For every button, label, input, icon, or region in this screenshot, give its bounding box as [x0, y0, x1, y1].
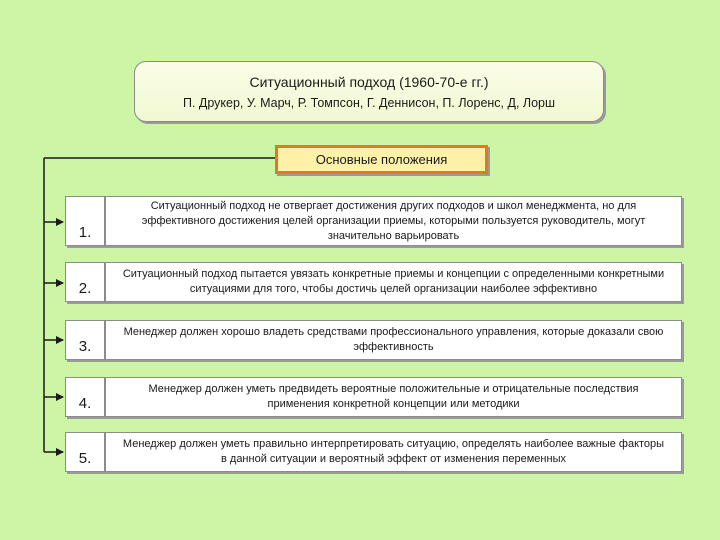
item-number-4: 4.	[65, 377, 105, 417]
item-text-3: Менеджер должен хорошо владеть средствами профессионального управления, которые доказали свою эффективность	[105, 320, 682, 360]
item-text-2: Ситуационный подход пытается увязать конкретные приемы и концепции с определенными конкретными ситуациями для того, чтобы достичь целей организации наиболее эффективно	[105, 262, 682, 302]
item-text-5: Менеджер должен уметь правильно интерпретировать ситуацию, определять наиболее важные факторы в данной ситуации и вероятный эффект от изменения переменных	[105, 432, 682, 472]
item-number-3: 3.	[65, 320, 105, 360]
approach-authors: П. Друкер, У. Марч, Р. Томпсон, Г. Деннисон, П. Лоренс, Д, Лорш	[182, 96, 556, 110]
item-text-1: Ситуационный подход не отвергает достижения других подходов и школ менеджмента, но для эффективного достижения целей организации приемы, которыми пользуется руководитель, могут значительно варьировать	[105, 196, 682, 246]
item-text-4: Менеджер должен уметь предвидеть вероятные положительные и отрицательные последствия применения конкретной концепции или методики	[105, 377, 682, 417]
item-number-5: 5.	[65, 432, 105, 472]
approach-title: Ситуационный подход (1960-70-е гг.)	[249, 74, 489, 90]
item-number-2: 2.	[65, 262, 105, 302]
main-provisions-label: Основные положения	[275, 145, 488, 174]
item-number-1: 1.	[65, 196, 105, 246]
